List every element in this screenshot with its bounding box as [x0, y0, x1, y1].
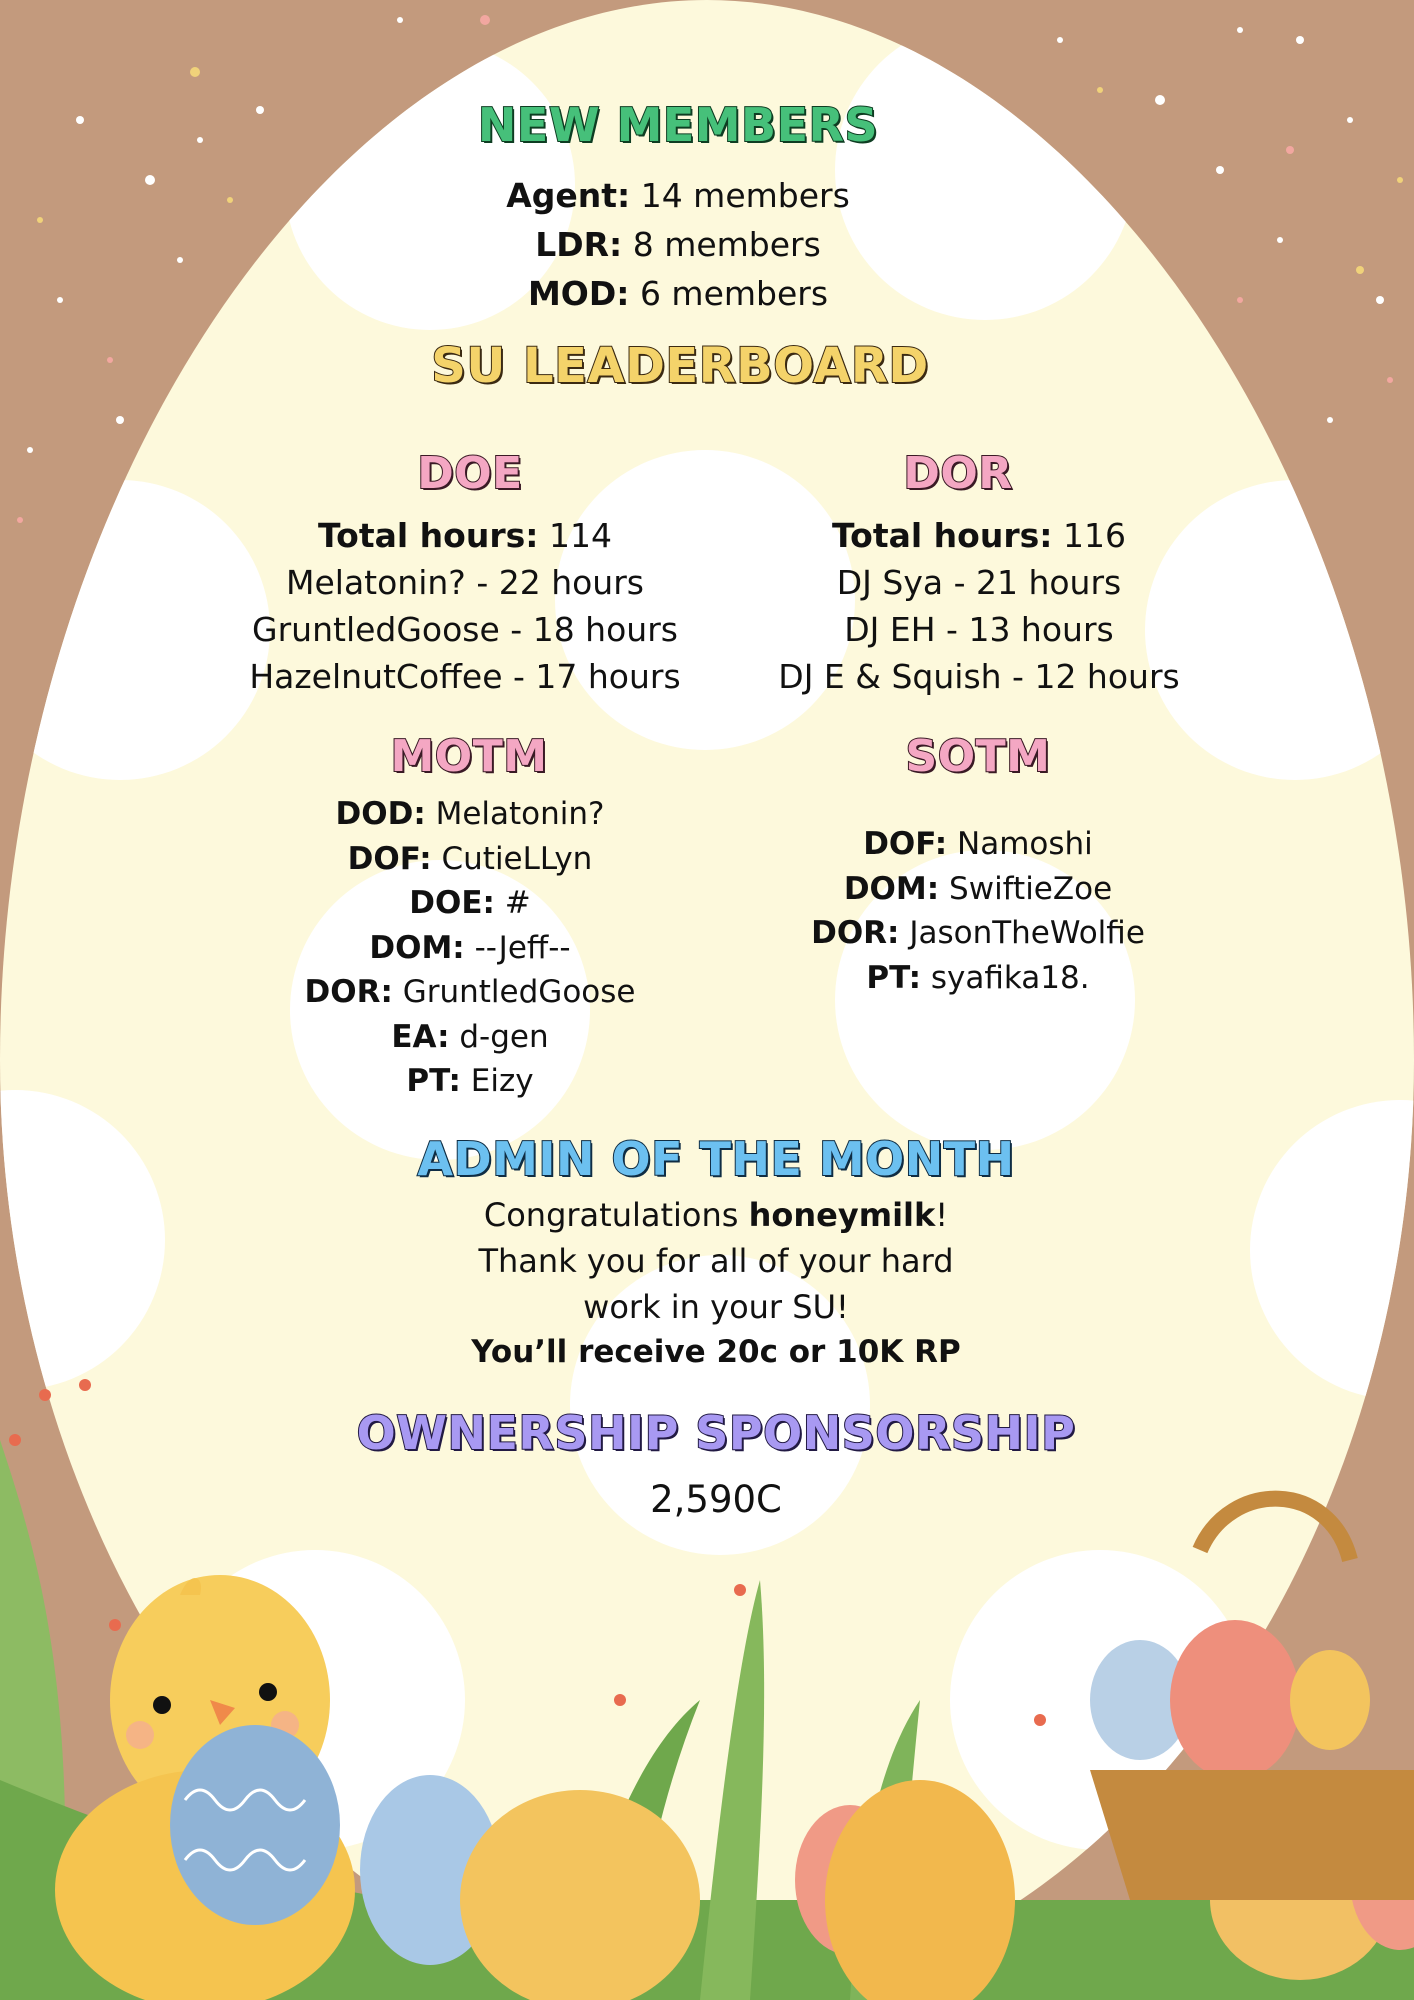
list-item: [260, 792, 680, 837]
list-item: [768, 822, 1188, 867]
row-value: Namoshi: [957, 826, 1093, 862]
row-value: 8 members: [632, 225, 821, 264]
list-item: DJ EH - 13 hours: [844, 610, 1114, 649]
sotm-list: [768, 822, 1188, 1000]
row-label: DOR:: [304, 974, 393, 1010]
admin-congrats: [0, 1196, 1414, 1234]
row-label: PT:: [866, 959, 921, 996]
list-item: [768, 867, 1188, 912]
total-label: Total hours:: [832, 516, 1053, 555]
admin-heading: ADMIN OF THE MONTH: [417, 1132, 1015, 1186]
row-label: Agent:: [506, 176, 631, 215]
motm-list: [260, 792, 680, 1104]
total-label: Total hours:: [318, 516, 539, 555]
total-value: 116: [1062, 516, 1126, 555]
row-value: SwiftieZoe: [949, 870, 1113, 907]
new-members-row-ldr: [0, 225, 1356, 264]
doe-list: [165, 512, 765, 700]
congrats-suffix: !: [935, 1196, 949, 1234]
new-members-row-agent: [0, 176, 1356, 215]
row-value: --Jeff--: [474, 929, 571, 966]
list-item: HazelnutCoffee - 17 hours: [249, 657, 681, 696]
row-value: 6 members: [639, 274, 829, 313]
row-label: DOM:: [843, 870, 940, 907]
dor-total: [725, 512, 1233, 559]
row-value: JasonTheWolfie: [909, 915, 1145, 951]
row-value: 14 members: [640, 176, 850, 215]
list-item: [768, 956, 1188, 1001]
list-item: [260, 1015, 680, 1060]
row-label: DOF:: [863, 826, 948, 862]
admin-name: honeymilk: [748, 1196, 936, 1234]
congrats-prefix: Congratulations: [483, 1196, 749, 1234]
row-value: syafika18.: [930, 959, 1090, 996]
row-label: DOE:: [409, 885, 495, 921]
list-item: DJ E & Squish - 12 hours: [778, 657, 1180, 696]
row-value: d-gen: [459, 1018, 549, 1055]
list-item: Melatonin? - 22 hours: [286, 563, 644, 602]
list-item: [768, 911, 1188, 956]
total-value: 114: [548, 516, 612, 555]
row-label: DOD:: [335, 796, 426, 832]
new-members-heading: NEW MEMBERS: [477, 98, 879, 152]
row-label: DOM:: [369, 929, 465, 966]
row-label: PT:: [406, 1063, 461, 1099]
sotm-heading: SOTM: [905, 731, 1051, 782]
admin-thanks-line2: work in your SU!: [583, 1288, 849, 1326]
row-label: DOR:: [811, 915, 900, 951]
row-value: Eizy: [470, 1063, 534, 1099]
row-label: LDR:: [535, 225, 623, 264]
sponsorship-heading: OWNERSHIP SPONSORSHIP: [356, 1406, 1076, 1460]
dor-heading: DOR: [903, 448, 1013, 499]
sponsorship-value: 2,590C: [650, 1478, 782, 1521]
row-value: CutieLLyn: [441, 840, 593, 877]
list-item: [260, 1059, 680, 1104]
dor-list: [725, 512, 1233, 700]
row-value: GruntledGoose: [402, 974, 636, 1010]
row-label: MOD:: [527, 274, 630, 313]
list-item: [260, 926, 680, 971]
row-label: DOF:: [347, 840, 432, 877]
list-item: GruntledGoose - 18 hours: [252, 610, 678, 649]
list-item: [260, 970, 680, 1015]
doe-heading: DOE: [417, 448, 523, 499]
row-value: #: [504, 885, 531, 921]
row-value: Melatonin?: [435, 796, 605, 832]
list-item: DJ Sya - 21 hours: [836, 563, 1122, 602]
list-item: [260, 881, 680, 926]
doe-total: [165, 512, 765, 559]
admin-thanks-line1: Thank you for all of your hard: [478, 1242, 954, 1280]
leaderboard-heading: SU LEADERBOARD: [431, 338, 929, 394]
admin-reward: You’ll receive 20c or 10K RP: [471, 1334, 961, 1370]
motm-heading: MOTM: [390, 731, 548, 782]
list-item: [260, 837, 680, 882]
new-members-row-mod: [0, 274, 1356, 313]
row-label: EA:: [391, 1018, 450, 1055]
